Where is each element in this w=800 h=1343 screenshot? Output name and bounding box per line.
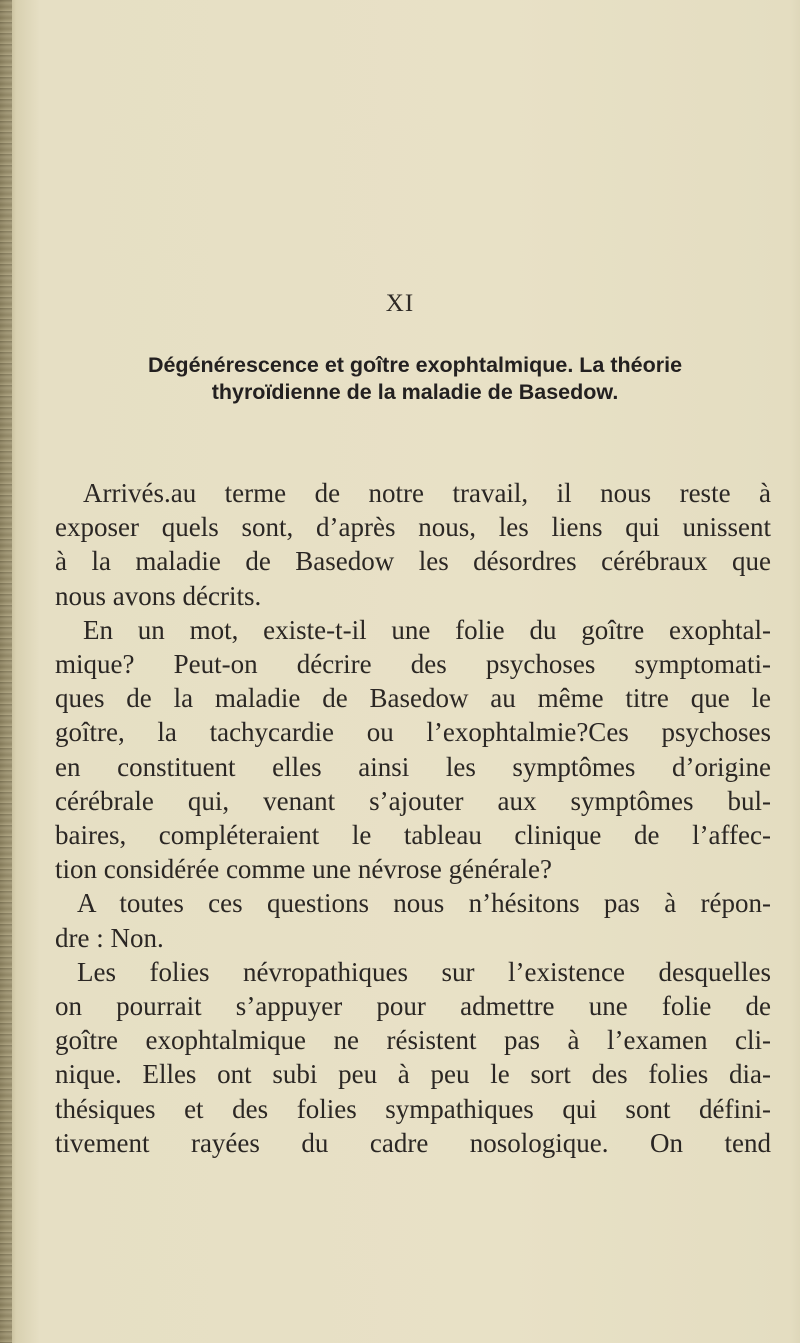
text-line: cérébrale qui, venant s’ajouter aux symptômes bul- (55, 785, 771, 816)
text-line: à la maladie de Basedow les désordres cérébraux que (55, 546, 771, 577)
text-line: tivement rayées du cadre nosologique. On tend (55, 1127, 771, 1158)
text-line: Les folies névropathiques sur l’existence desquelles (77, 956, 771, 987)
page-binding-edge (0, 0, 12, 1343)
text-line: nous avons décrits. (55, 580, 262, 611)
text-line: goître, la tachycardie ou l’exophtalmie?Ces psychoses (55, 717, 771, 748)
body-text (55, 476, 771, 1160)
text-line: En un mot, existe-t-il une folie du goître exophtal- (83, 614, 771, 645)
text-line: ques de la maladie de Basedow au même titre que le (55, 683, 771, 714)
chapter-title (70, 352, 760, 406)
text-line: goître exophtalmique ne résistent pas à l’examen cli- (55, 1025, 771, 1056)
chapter-number: XI (385, 290, 415, 317)
text-line: Arrivés.au terme de notre travail, il nous reste à (83, 478, 771, 508)
chapter-title-line: Dégénérescence et goître exophtalmique. La théorie (147, 353, 683, 377)
text-line: A toutes ces questions nous n’hésitons pas à répon- (77, 888, 771, 919)
text-line: nique. Elles ont subi peu à peu le sort des folies dia- (55, 1059, 771, 1090)
chapter-title-line: thyroïdienne de la maladie de Basedow. (211, 380, 619, 404)
text-line: baires, compléteraient le tableau clinique de l’affec- (55, 820, 771, 851)
text-line: tion considérée comme une névrose générale? (55, 854, 553, 885)
text-line: mique? Peut-on décrire des psychoses symptomati- (55, 649, 771, 680)
text-line: dre : Non. (55, 922, 164, 953)
text-line: on pourrait s’appuyer pour admettre une folie de (55, 991, 771, 1022)
text-line: thésiques et des folies sympathiques qui sont défini- (55, 1093, 771, 1124)
text-line: exposer quels sont, d’après nous, les liens qui unissent (55, 512, 771, 543)
text-line: en constituent elles ainsi les symptômes d’origine (55, 751, 771, 782)
